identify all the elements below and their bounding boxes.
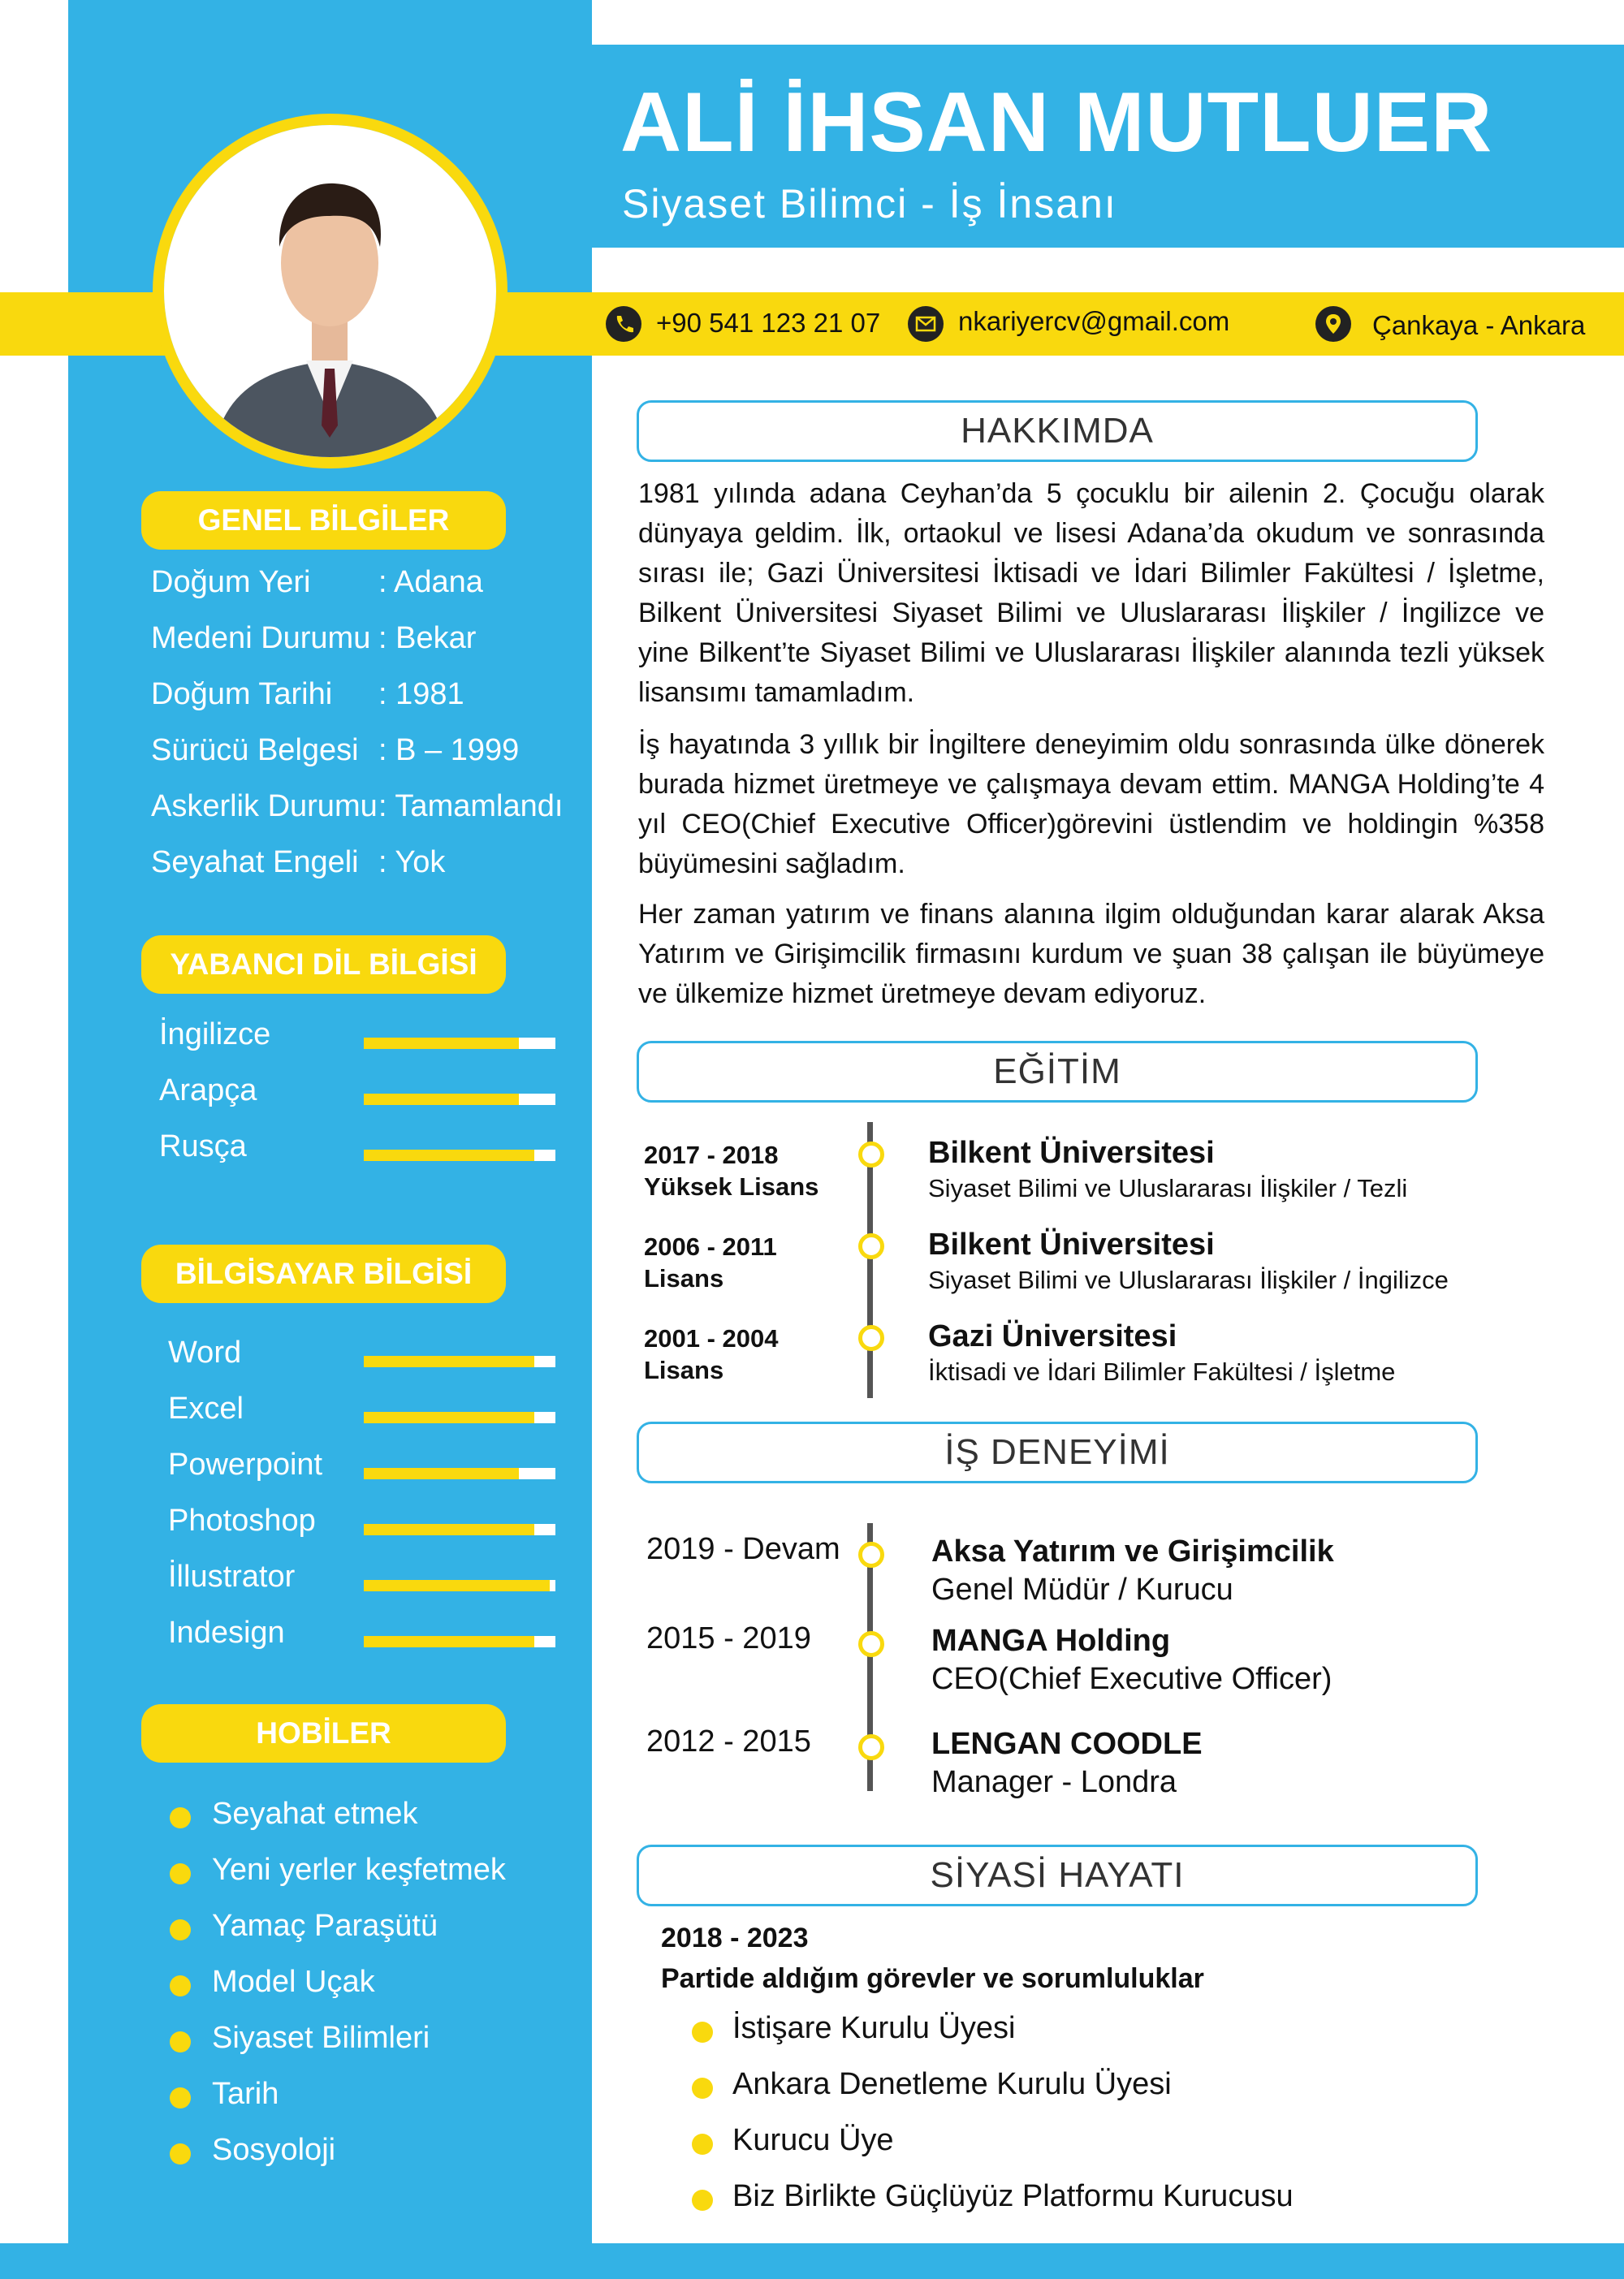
computer-skill-name: İllustrator — [168, 1560, 296, 1594]
general-info-label: Seyahat Engeli — [151, 845, 359, 879]
computer-skill-level-fill — [364, 1468, 519, 1479]
profile-photo — [164, 125, 496, 457]
timeline-dot-icon — [858, 1631, 884, 1657]
phone-icon — [606, 306, 641, 342]
computer-skill-name: Excel — [168, 1392, 244, 1426]
politics-role-item: İstişare Kurulu Üyesi — [732, 2011, 1016, 2045]
computer-skill-level-fill — [364, 1524, 534, 1535]
timeline-dot-icon — [858, 1233, 884, 1259]
language-level-bar — [364, 1094, 555, 1105]
politics-role-item: Biz Birlikte Güçlüyüz Platformu Kurucusu — [732, 2179, 1294, 2213]
education-department: Siyaset Bilimi ve Uluslararası İlişkiler / Tezli — [928, 1174, 1408, 1202]
language-name: Rusça — [159, 1129, 247, 1163]
politics-role-item: Kurucu Üye — [732, 2123, 894, 2157]
education-degree: Yüksek Lisans — [644, 1172, 819, 1201]
experience-role: Manager - Londra — [931, 1765, 1177, 1799]
computer-skill-name: Word — [168, 1336, 242, 1370]
general-info-heading: GENEL BİLGİLER — [141, 491, 506, 550]
politics-years: 2018 - 2023 — [661, 1923, 809, 1953]
location-pin-icon — [1315, 306, 1351, 342]
hobby-item: Seyahat etmek — [212, 1797, 418, 1831]
language-level-bar — [364, 1038, 555, 1049]
education-school: Bilkent Üniversitesi — [928, 1228, 1215, 1262]
timeline-dot-icon — [858, 1542, 884, 1568]
bullet-dot-icon — [170, 1919, 191, 1940]
computer-skill-level-fill — [364, 1580, 550, 1591]
person-title: Siyaset Bilimci - İş İnsanı — [622, 181, 1117, 227]
education-years: 2001 - 2004 — [644, 1324, 779, 1353]
general-info-value: : Yok — [378, 845, 446, 879]
bullet-dot-icon — [692, 2078, 713, 2099]
about-heading: HAKKIMDA — [637, 400, 1478, 462]
location-text: Çankaya - Ankara — [1372, 310, 1586, 340]
bullet-dot-icon — [692, 2190, 713, 2211]
email-address[interactable]: nkariyercv@gmail.com — [958, 306, 1230, 336]
computer-skill-level-fill — [364, 1412, 534, 1423]
language-name: İngilizce — [159, 1017, 271, 1051]
language-level-bar — [364, 1150, 555, 1161]
general-info-value: : B – 1999 — [378, 733, 520, 767]
hobby-item: Yeni yerler keşfetmek — [212, 1853, 506, 1887]
bullet-dot-icon — [170, 1863, 191, 1884]
about-paragraph: Her zaman yatırım ve finans alanına ilgim olduğundan karar alarak Aksa Yatırım ve Girişimcilik firmasını kurdum ve şuan 38 çalışan ile büyümeye ve ülkemize hizmet üretmeye devam ediyoruz. — [638, 899, 1544, 1009]
hobby-item: Model Uçak — [212, 1965, 375, 1999]
general-info-value: : Bekar — [378, 621, 477, 655]
experience-role: Genel Müdür / Kurucu — [931, 1573, 1233, 1607]
bottom-bar — [0, 2243, 1624, 2279]
experience-years: 2012 - 2015 — [646, 1724, 811, 1759]
politics-role-item: Ankara Denetleme Kurulu Üyesi — [732, 2067, 1172, 2101]
computer-skill-level-bar — [364, 1580, 555, 1591]
general-info-value: : Adana — [378, 565, 483, 599]
experience-company: MANGA Holding — [931, 1624, 1171, 1658]
bullet-dot-icon — [170, 2087, 191, 2109]
computer-skill-level-bar — [364, 1468, 555, 1479]
hobby-item: Siyaset Bilimleri — [212, 2021, 430, 2055]
hobby-item: Sosyoloji — [212, 2133, 336, 2167]
politics-heading: SİYASİ HAYATI — [637, 1845, 1478, 1906]
language-level-fill — [364, 1038, 519, 1049]
bullet-dot-icon — [170, 1807, 191, 1828]
computer-skill-level-bar — [364, 1524, 555, 1535]
education-school: Bilkent Üniversitesi — [928, 1136, 1215, 1170]
experience-years: 2019 - Devam — [646, 1532, 840, 1566]
languages-heading: YABANCI DİL BİLGİSİ — [141, 935, 506, 994]
about-paragraph: İş hayatında 3 yıllık bir İngiltere deneyimim oldu sonrasında ülke dönerek burada hizmet üretmeye ve çalışmaya devam ettim. MANGA Holding’te 4 yıl CEO(Chief Executive Officer)görevini üstlendim ve holdingin %358 büyümesini sağladım. — [638, 729, 1544, 879]
computer-skill-level-fill — [364, 1636, 534, 1647]
bullet-dot-icon — [170, 1975, 191, 1996]
bullet-dot-icon — [692, 2022, 713, 2043]
email-icon — [908, 306, 944, 342]
bullet-dot-icon — [692, 2134, 713, 2155]
timeline-dot-icon — [858, 1325, 884, 1351]
computer-skill-level-bar — [364, 1412, 555, 1423]
hobbies-heading: HOBİLER — [141, 1704, 506, 1763]
computer-skill-level-fill — [364, 1356, 534, 1367]
general-info-label: Doğum Tarihi — [151, 677, 333, 711]
language-level-fill — [364, 1094, 519, 1105]
experience-heading: İŞ DENEYİMİ — [637, 1422, 1478, 1483]
education-years: 2017 - 2018 — [644, 1141, 779, 1169]
timeline-dot-icon — [858, 1734, 884, 1760]
general-info-label: Sürücü Belgesi — [151, 733, 359, 767]
general-info-value: : Tamamlandı — [378, 789, 564, 823]
general-info-label: Askerlik Durumu — [151, 789, 378, 823]
language-name: Arapça — [159, 1073, 257, 1107]
person-name: ALİ İHSAN MUTLUER — [620, 76, 1493, 170]
computer-skill-level-bar — [364, 1636, 555, 1647]
general-info-label: Doğum Yeri — [151, 565, 311, 599]
experience-company: Aksa Yatırım ve Girişimcilik — [931, 1534, 1334, 1569]
language-level-fill — [364, 1150, 534, 1161]
hobby-item: Yamaç Paraşütü — [212, 1909, 438, 1943]
about-paragraph: 1981 yılında adana Ceyhan’da 5 çocuklu bir ailenin 2. Çocuğu olarak dünyaya geldim. İlk, ortaokul ve lisesi Adana’da okudum ve sonrasında sırası ile; Gazi Üniversitesi İktisadi ve İdari Bilimler Fakültesi / İşletme, Bilkent Üniversitesi Siyaset Bilimi ve Uluslararası İlişkiler / İngilizce ve yine Bilkent’te Siyaset Bilimi ve Uluslararası İlişkiler alanında tezli yüksek lisansımı tamamladım. — [638, 478, 1544, 708]
education-degree: Lisans — [644, 1264, 724, 1293]
education-school: Gazi Üniversitesi — [928, 1319, 1177, 1353]
phone-number[interactable]: +90 541 123 21 07 — [656, 308, 881, 338]
computer-skills-heading: BİLGİSAYAR BİLGİSİ — [141, 1245, 506, 1303]
experience-role: CEO(Chief Executive Officer) — [931, 1662, 1332, 1696]
computer-skill-name: Powerpoint — [168, 1448, 323, 1482]
education-department: Siyaset Bilimi ve Uluslararası İlişkiler / İngilizce — [928, 1266, 1449, 1294]
education-department: İktisadi ve İdari Bilimler Fakültesi / İşletme — [928, 1357, 1396, 1386]
bullet-dot-icon — [170, 2143, 191, 2165]
general-info-value: : 1981 — [378, 677, 464, 711]
experience-years: 2015 - 2019 — [646, 1621, 811, 1655]
bullet-dot-icon — [170, 2031, 191, 2052]
timeline-dot-icon — [858, 1142, 884, 1168]
education-heading: EĞİTİM — [637, 1041, 1478, 1103]
experience-company: LENGAN COODLE — [931, 1727, 1203, 1761]
education-years: 2006 - 2011 — [644, 1232, 777, 1261]
computer-skill-name: Photoshop — [168, 1504, 316, 1538]
computer-skill-level-bar — [364, 1356, 555, 1367]
education-degree: Lisans — [644, 1356, 724, 1384]
hobby-item: Tarih — [212, 2077, 279, 2111]
computer-skill-name: Indesign — [168, 1616, 285, 1650]
politics-subtitle: Partide aldığım görevler ve sorumluluklar — [661, 1963, 1204, 1994]
general-info-label: Medeni Durumu — [151, 621, 371, 655]
